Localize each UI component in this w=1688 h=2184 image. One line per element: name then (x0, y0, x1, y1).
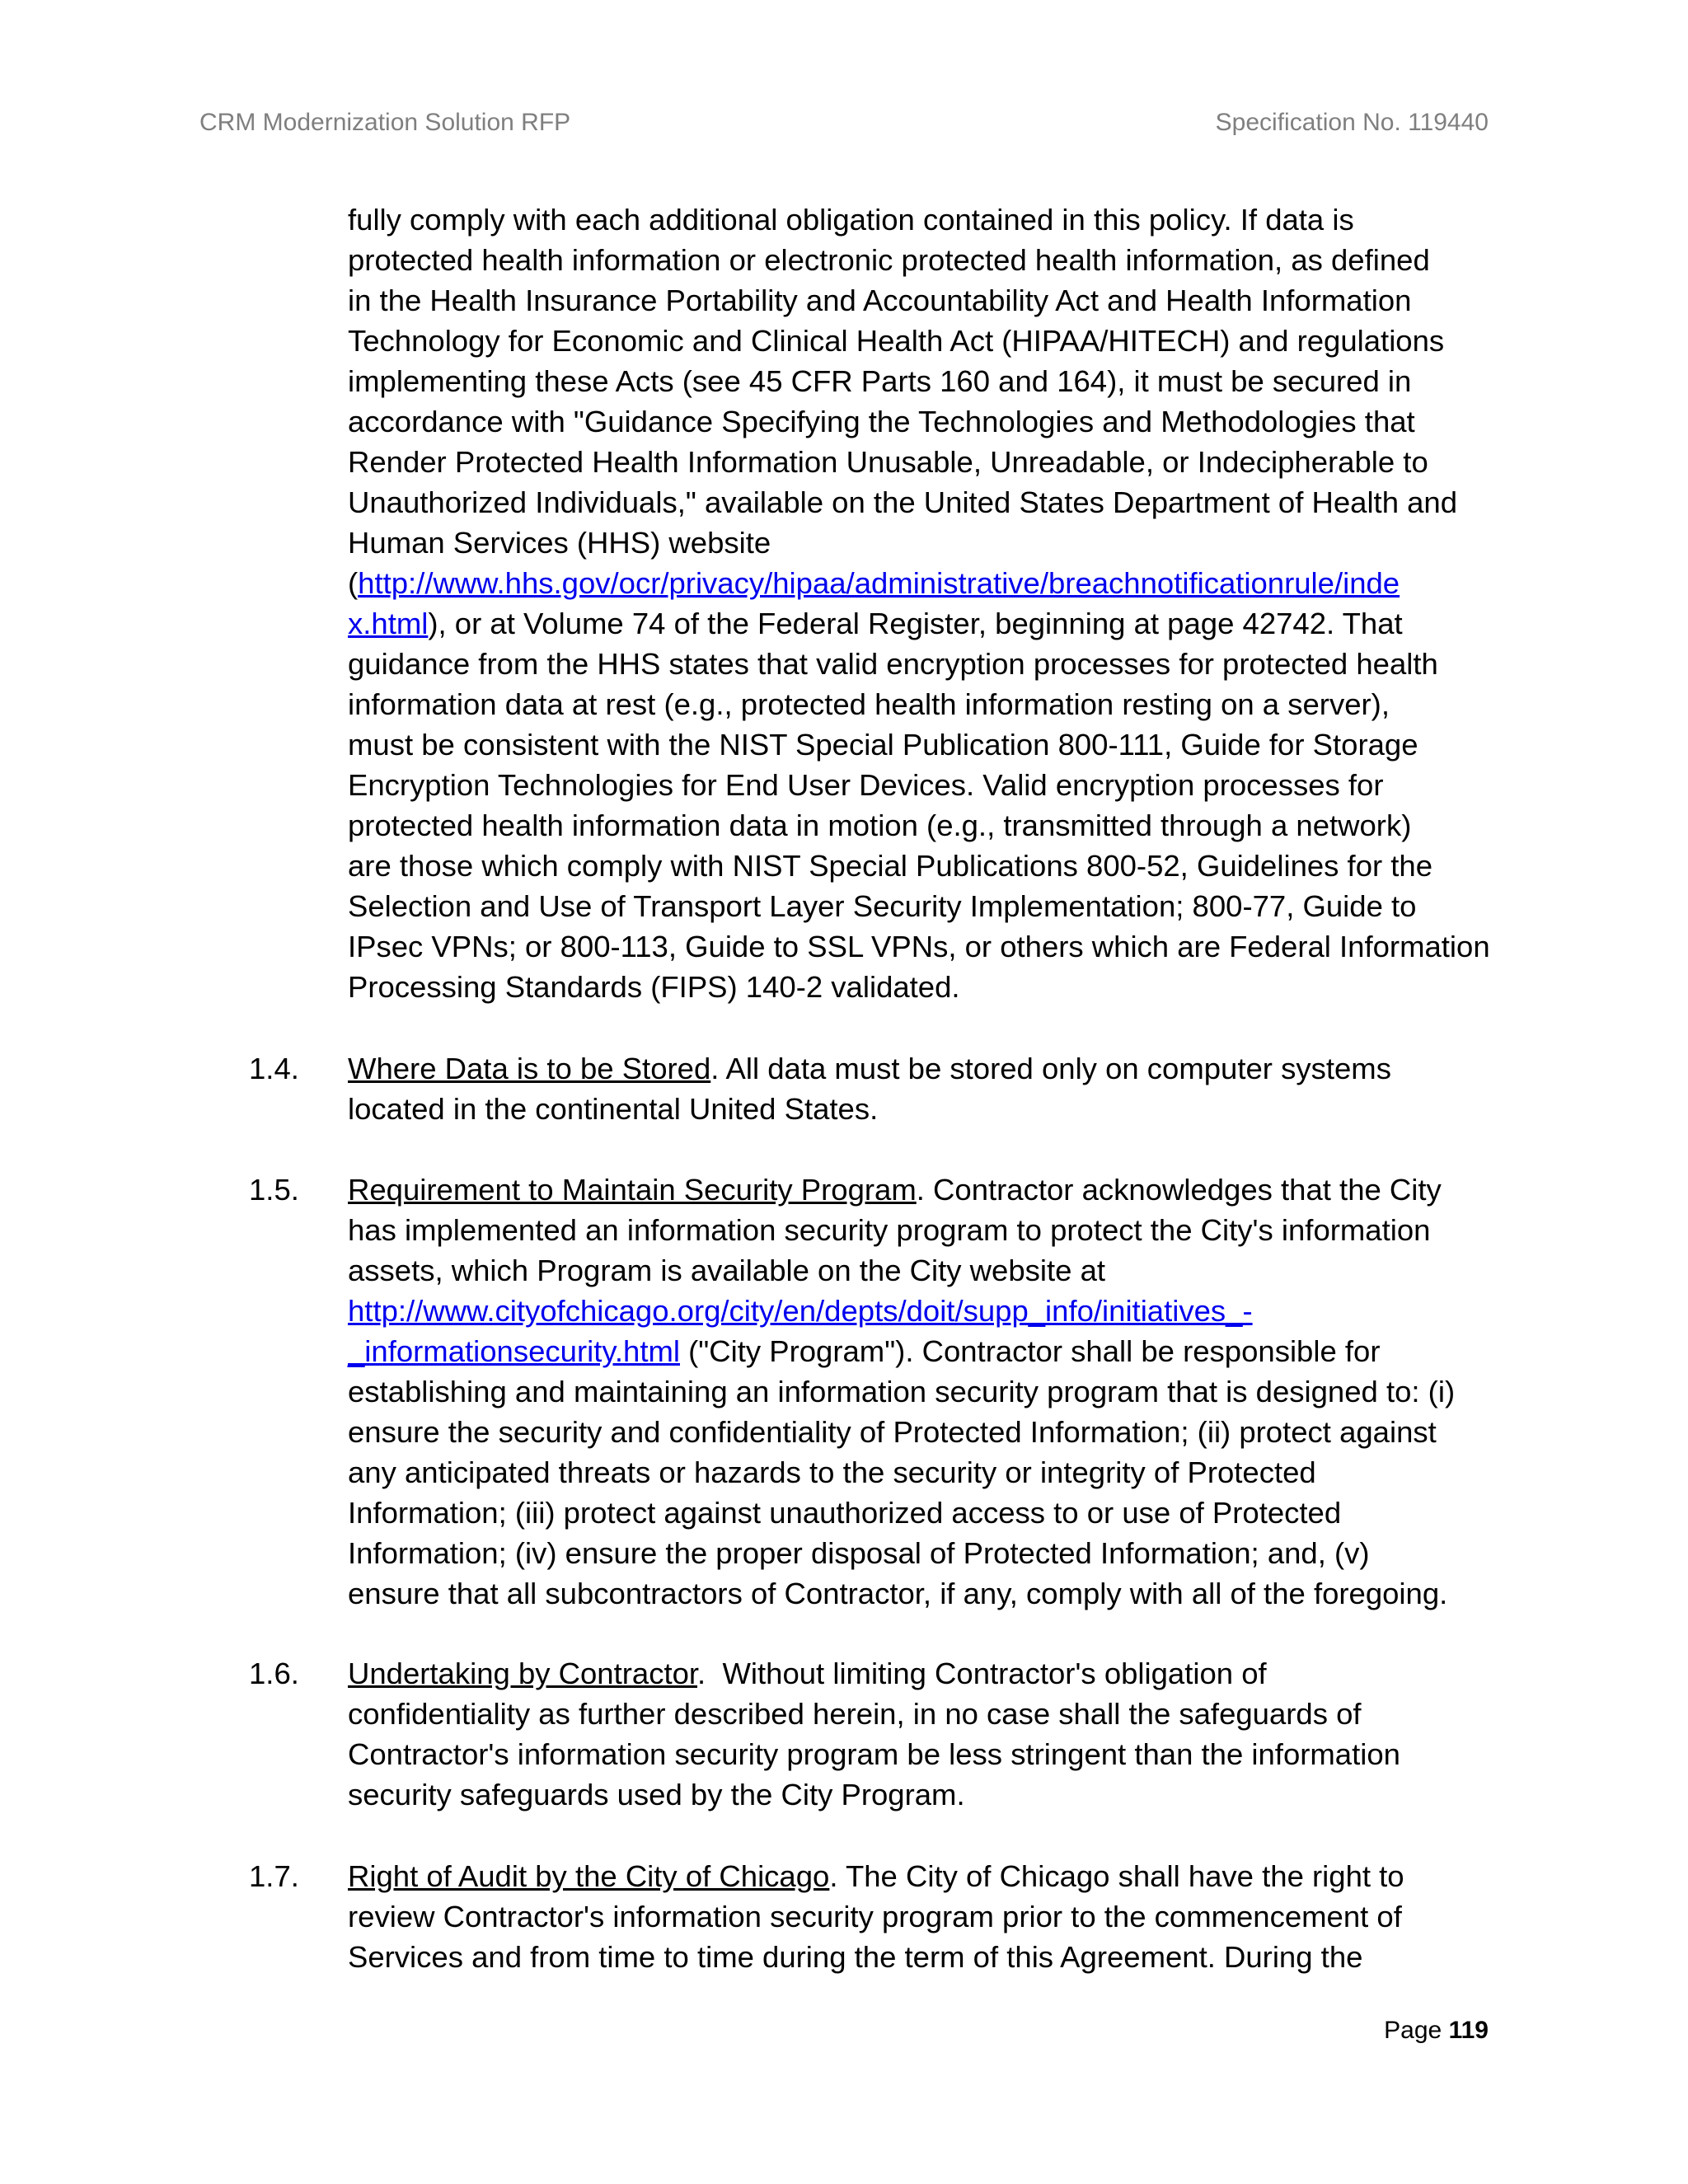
text-line (348, 1331, 1518, 1371)
text-line: protected health information data in motion (e.g., transmitted through a network) (348, 808, 1412, 842)
city-security-program-link-cont[interactable]: _informationsecurity.html (348, 1334, 680, 1368)
text-line: Unauthorized Individuals," available on the United States Department of Health and (348, 485, 1458, 519)
text-line: in the Health Insurance Portability and Accountability Act and Health Information (348, 284, 1412, 317)
text-line: assets, which Program is available on the City website at (348, 1254, 1106, 1287)
text-line: ensure that all subcontractors of Contractor, if any, comply with all of the foregoing. (348, 1577, 1448, 1610)
header-specification-number: Specification No. 119440 (1215, 109, 1489, 136)
text-line: Human Services (HHS) website (348, 526, 771, 560)
text-after-link: ), or at Volume 74 of the Federal Register, beginning at page 42742. That (428, 607, 1403, 640)
text-line: located in the continental United States. (348, 1092, 879, 1126)
header-document-title: CRM Modernization Solution RFP (199, 109, 571, 136)
text-line: Information; (iii) protect against unauthorized access to or use of Protected (348, 1496, 1342, 1530)
text-line: Services and from time to time during the term of this Agreement. During the (348, 1940, 1363, 1974)
text-line: information data at rest (e.g., protected health information resting on a server), (348, 687, 1390, 721)
page-number: 119 (1448, 2017, 1489, 2044)
text-line: implementing these Acts (see 45 CFR Parts 160 and 164), it must be secured in (348, 364, 1412, 398)
text-line (348, 1291, 1518, 1331)
section-text: . All data must be stored only on computer systems (710, 1052, 1391, 1085)
text-line: ensure the security and confidentiality of Protected Information; (ii) protect against (348, 1415, 1437, 1449)
section-body (348, 1653, 1518, 1815)
section-title: Right of Audit by the City of Chicago (348, 1859, 830, 1893)
text-line: Processing Standards (FIPS) 140-2 validated. (348, 970, 960, 1004)
text-line: review Contractor's information security program prior to the commencement of (348, 1900, 1402, 1933)
text-line (348, 563, 1502, 603)
link-paren: ( (348, 566, 359, 600)
intro-paragraph (348, 199, 1502, 1007)
text-line: must be consistent with the NIST Special Publication 800-111, Guide for Storage (348, 728, 1418, 762)
text-line: Contractor's information security program be less stringent than the information (348, 1737, 1400, 1771)
hhs-breach-notification-link[interactable]: http://www.hhs.gov/ocr/privacy/hipaa/administrative/breachnotificationrule/inde (358, 566, 1400, 600)
section-body (348, 1048, 1518, 1129)
text-line (348, 1856, 1518, 1896)
text-line: Selection and Use of Transport Layer Security Implementation; 800-77, Guide to (348, 889, 1417, 923)
text-line: fully comply with each additional obligation contained in this policy. If data is (348, 203, 1354, 237)
text-line: Technology for Economic and Clinical Health Act (HIPAA/HITECH) and regulations (348, 324, 1445, 358)
text-line: protected health information or electronic protected health information, as defined (348, 243, 1430, 277)
section-text: . Without limiting Contractor's obligation of (697, 1657, 1267, 1690)
text-line: any anticipated threats or hazards to the security or integrity of Protected (348, 1455, 1316, 1489)
section-text: . Contractor acknowledges that the City (916, 1173, 1442, 1207)
section-number: 1.7. (249, 1859, 299, 1893)
text-line: has implemented an information security program to protect the City's information (348, 1213, 1431, 1247)
section-text: . The City of Chicago shall have the right to (829, 1859, 1404, 1893)
text-line: guidance from the HHS states that valid encryption processes for protected health (348, 647, 1438, 681)
section-body (348, 1856, 1518, 1977)
text-line: Render Protected Health Information Unusable, Unreadable, or Indecipherable to (348, 445, 1428, 479)
city-security-program-link[interactable]: http://www.cityofchicago.org/city/en/depts/doit/supp_info/initiatives_- (348, 1294, 1253, 1328)
text-line (348, 1653, 1518, 1694)
page-footer (1384, 2017, 1489, 2045)
text-line (348, 1048, 1518, 1089)
text-line: are those which comply with NIST Special Publications 800-52, Guidelines for the (348, 849, 1433, 883)
hhs-breach-notification-link-cont[interactable]: x.html (348, 607, 429, 640)
section-body (348, 1169, 1518, 1614)
page-label: Page (1384, 2017, 1442, 2044)
text-line: Information; (iv) ensure the proper disposal of Protected Information; and, (v) (348, 1536, 1370, 1570)
section-number: 1.5. (249, 1173, 299, 1207)
section-number: 1.6. (249, 1657, 299, 1690)
text-line: Encryption Technologies for End User Devices. Valid encryption processes for (348, 768, 1384, 802)
section-title: Undertaking by Contractor (348, 1657, 698, 1690)
text-line: IPsec VPNs; or 800-113, Guide to SSL VPNs, or others which are Federal Information (348, 930, 1490, 963)
section-title: Where Data is to be Stored (348, 1052, 711, 1085)
section-title: Requirement to Maintain Security Program (348, 1173, 917, 1207)
section-number: 1.4. (249, 1052, 299, 1085)
text-line: confidentiality as further described herein, in no case shall the safeguards of (348, 1697, 1362, 1731)
text-line: establishing and maintaining an information security program that is designed to: (i) (348, 1375, 1456, 1408)
text-line (348, 1169, 1518, 1210)
text-line: accordance with "Guidance Specifying the Technologies and Methodologies that (348, 405, 1415, 438)
text-line (348, 603, 1502, 644)
text-after-link: ("City Program"). Contractor shall be responsible for (680, 1334, 1381, 1368)
text-line: security safeguards used by the City Program. (348, 1778, 965, 1811)
